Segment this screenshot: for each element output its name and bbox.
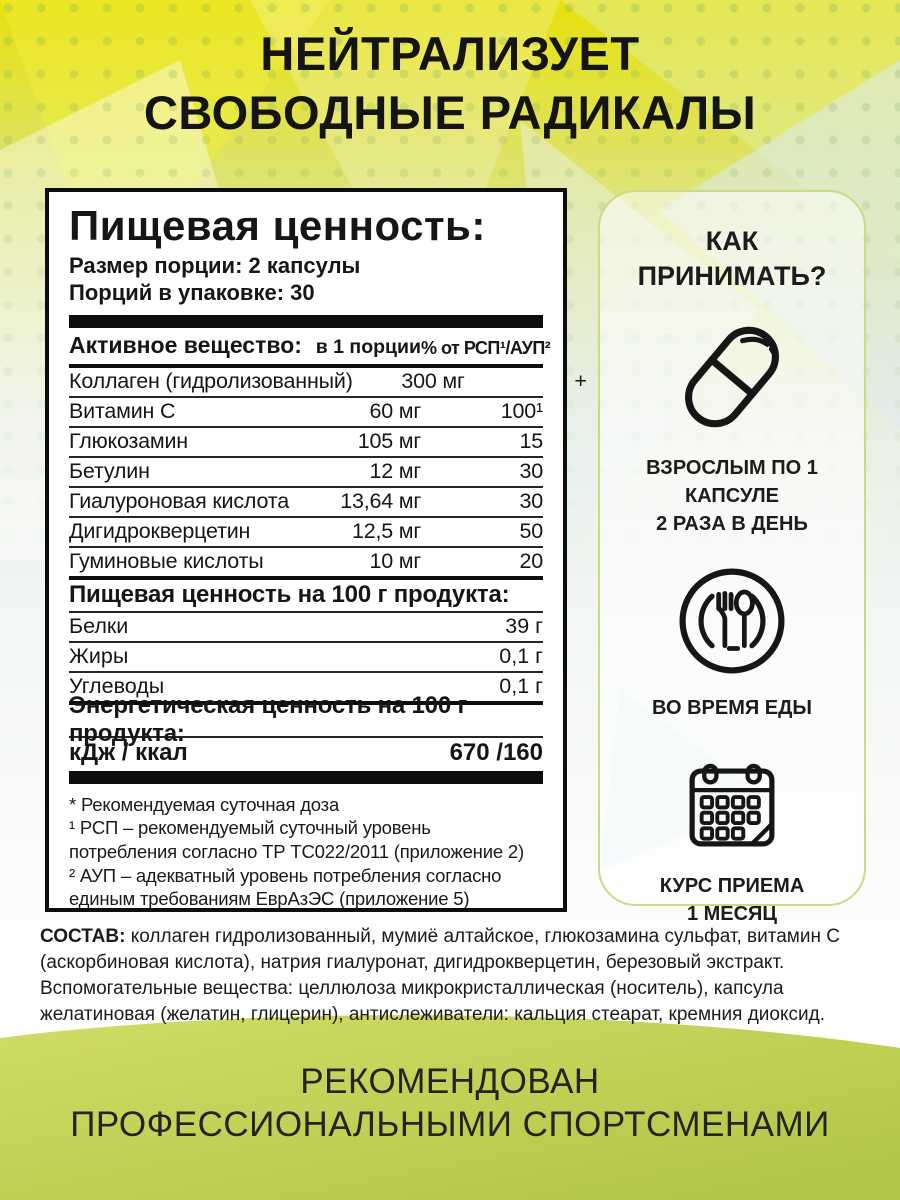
- footnote: ² АУП – адекватный уровень потребления согласно единым требованиям ЕврАзЭС (приложение 5): [69, 864, 502, 910]
- usage-panel: [598, 190, 866, 926]
- usage-caption-meal: ВО ВРЕМЯ ЕДЫ: [652, 697, 812, 720]
- divider-bar: [69, 315, 543, 328]
- table-row: Бетулин 12 мг 30: [69, 458, 543, 488]
- table-row: Коллаген (гидролизованный) 300 мг +: [69, 368, 543, 398]
- calendar-icon: [680, 752, 784, 856]
- nutrition-title: Пищевая ценность:: [69, 202, 486, 249]
- serving-size: Размер порции: 2 капсулы: [69, 253, 361, 279]
- footnotes: [69, 793, 543, 911]
- table-header-row: [69, 328, 551, 368]
- col-percent: % от РСП¹/АУП²: [421, 337, 551, 358]
- table-row: Белки 39 г: [69, 613, 543, 643]
- table-row: Жиры 0,1 г: [69, 643, 543, 673]
- nutrition-facts-card: [45, 188, 587, 912]
- table-row: Гуминовые кислоты 10 мг 20: [69, 548, 543, 580]
- col-per-serving: в 1 порции: [315, 335, 421, 358]
- composition-body: коллаген гидролизованный, мумиё алтайское, глюкозамина сульфат, витамин С (аскорбиновая кислота), натрия гиалуронат, дигидрокверцетин, березовый экстракт. Вспомогательные вещества: целлюлоза микрокристаллическая (носитель), капсула желатиновая (желатин, глицерин), антислеживатели: кальция стеарат, кремния диоксид.: [40, 926, 840, 1026]
- page-title-line1: НЕЙТРАЛИЗУЕТ: [260, 27, 640, 80]
- col-ingredient: Активное вещество:: [69, 331, 302, 358]
- table-row: Дигидрокверцетин 12,5 мг 50: [69, 518, 543, 548]
- footer-banner-text: РЕКОМЕНДОВАН ПРОФЕССИОНАЛЬНЫМИ СПОРТСМЕНАМИ: [70, 1062, 830, 1145]
- usage-caption-course: КУРС ПРИЕМА 1 МЕСЯЦ: [659, 875, 805, 926]
- usage-caption-dose: ВЗРОСЛЫМ ПО 1 КАПСУЛЕ 2 РАЗА В ДЕНЬ: [646, 457, 818, 536]
- page-title-line2: СВОБОДНЫЕ РАДИКАЛЫ: [143, 86, 757, 140]
- footnote: ¹ РСП – рекомендуемый суточный уровень потребления согласно ТР ТС022/2011 (приложение 2): [69, 817, 524, 863]
- per100-section-title: Пищевая ценность на 100 г продукта:: [69, 580, 543, 613]
- table-row: Витамин С 60 мг 100¹: [69, 398, 543, 428]
- energy-row: кДж / ккал 670 /160: [69, 739, 543, 767]
- composition-label: СОСТАВ:: [40, 926, 126, 947]
- servings-per-pack: Порций в упаковке: 30: [69, 279, 315, 305]
- energy-section-title: Энергетическая ценность на 100 г продукта:: [69, 705, 543, 738]
- composition-text: [40, 924, 872, 1028]
- table-row: Углеводы 0,1 г: [69, 673, 543, 705]
- meal-icon: [675, 564, 789, 678]
- table-row: Глюкозамин 105 мг 15: [69, 428, 543, 458]
- page-title: [0, 24, 900, 142]
- divider-bar: [69, 771, 543, 784]
- capsule-icon: [671, 316, 793, 438]
- footnote: * Рекомендуемая суточная доза: [69, 793, 340, 815]
- usage-title: КАК ПРИНИМАТЬ?: [637, 226, 827, 292]
- table-row: Гиалуроновая кислота 13,64 мг 30: [69, 488, 543, 518]
